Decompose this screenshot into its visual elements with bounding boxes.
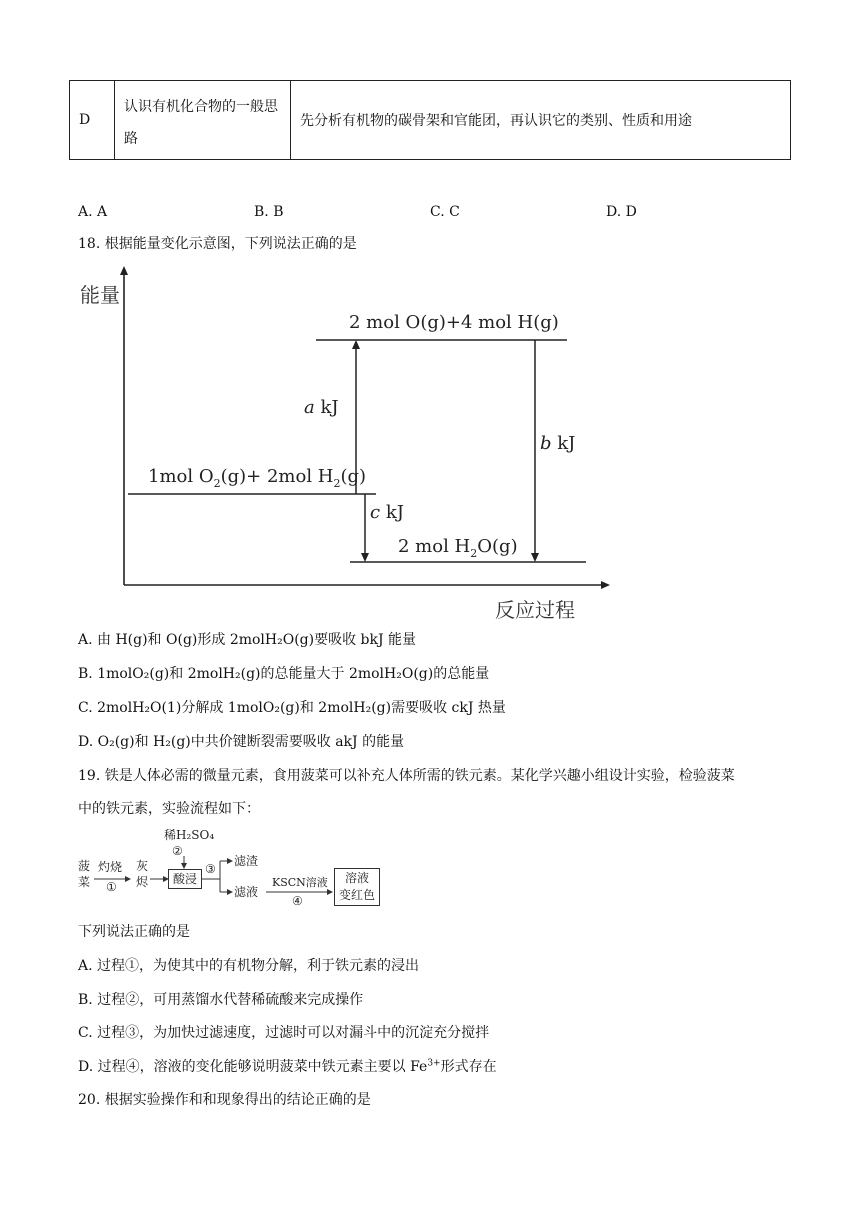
q18-stem: 18. 根据能量变化示意图，下列说法正确的是 xyxy=(78,236,357,252)
flow-leach-box: 酸浸 xyxy=(168,869,202,889)
q19-option-d: D. 过程④，溶液的变化能够说明菠菜中铁元素主要以 $Fe^{3+}$形式存在 xyxy=(78,1058,497,1075)
label-level-bottom: 2 mol $H_2O(g)$ xyxy=(398,536,518,560)
flow-step1-num: ① xyxy=(106,880,117,894)
q17-option-d: D. D xyxy=(606,204,637,220)
y-axis-label: 能量 xyxy=(80,283,120,307)
q17-option-a: A. A xyxy=(78,204,108,220)
answer-table-row-d xyxy=(69,80,791,160)
q19-stem-line2: 中的铁元素，实验流程如下： xyxy=(78,801,260,817)
flow-filtrate: 滤液 xyxy=(234,885,259,899)
label-arrow-b: b kJ xyxy=(540,433,576,454)
flow-step2-num: ② xyxy=(172,844,183,858)
q18-option-c: C. 2molH₂O(1)分解成 1molO₂(g)和 2molH₂(g)需要吸收 ckJ 热量 xyxy=(78,700,506,716)
flow-spinach: 菠菜 xyxy=(78,859,91,889)
q18-option-d: D. O₂(g)和 H₂(g)中共价键断裂需要吸收 akJ 的能量 xyxy=(78,734,405,750)
flow-acid: 稀H₂SO₄ xyxy=(164,828,215,842)
label-arrow-a: a kJ xyxy=(304,397,339,418)
q18-option-a: A. 由 H(g)和 O(g)形成 2molH₂O(g)要吸收 bkJ 能量 xyxy=(78,632,417,648)
flow-result-line1: 溶液 xyxy=(344,871,369,885)
q18-option-b: B. 1molO₂(g)和 2molH₂(g)的总能量大于 2molH₂O(g)的总能量 xyxy=(78,666,490,682)
flow-step1-label: 灼烧 xyxy=(98,860,123,874)
label-level-middle: 1mol $O_2(g)+ 2mol$ $H_2(g)$ xyxy=(148,466,367,490)
flow-result-line2: 变红色 xyxy=(338,888,375,902)
energy-diagram xyxy=(0,258,860,628)
q19-option-b: B. 过程②，可用蒸馏水代替稀硫酸来完成操作 xyxy=(78,992,364,1008)
q19-option-c: C. 过程③，为加快过滤速度，过滤时可以对漏斗中的沉淀充分搅拌 xyxy=(78,1025,490,1041)
table-cell-letter: D xyxy=(70,81,115,159)
table-cell-method: 先分析有机物的碳骨架和官能团，再认识它的类别、性质和用途 xyxy=(300,113,692,129)
label-arrow-c: c kJ xyxy=(370,502,404,523)
q17-option-b: B. B xyxy=(254,204,284,220)
q17-option-c: C. C xyxy=(430,204,460,220)
q19-option-a: A. 过程①，为使其中的有机物分解，利于铁元素的浸出 xyxy=(78,958,420,974)
flow-result-box xyxy=(334,868,380,906)
flow-step4-num: ④ xyxy=(292,894,303,908)
x-axis-label: 反应过程 xyxy=(495,598,575,622)
flow-residue: 滤渣 xyxy=(234,854,259,868)
q19-stem-line1: 19. 铁是人体必需的微量元素，食用菠菜可以补充人体所需的铁元素。某化学兴趣小组设计实验，检验菠菜 xyxy=(78,768,735,784)
q20-stem: 20. 根据实验操作和和现象得出的结论正确的是 xyxy=(78,1092,371,1108)
flow-reagent: KSCN溶液 xyxy=(272,876,328,889)
flow-ash: 灰烬 xyxy=(136,859,149,889)
label-level-top: 2 mol O(g)+4 mol H(g) xyxy=(349,312,559,333)
q19-prompt: 下列说法正确的是 xyxy=(78,924,190,940)
table-cell-topic: 认识有机化合物的一般思路 xyxy=(115,81,291,159)
experiment-flowchart xyxy=(78,828,398,908)
flow-step3-num: ③ xyxy=(205,862,216,876)
